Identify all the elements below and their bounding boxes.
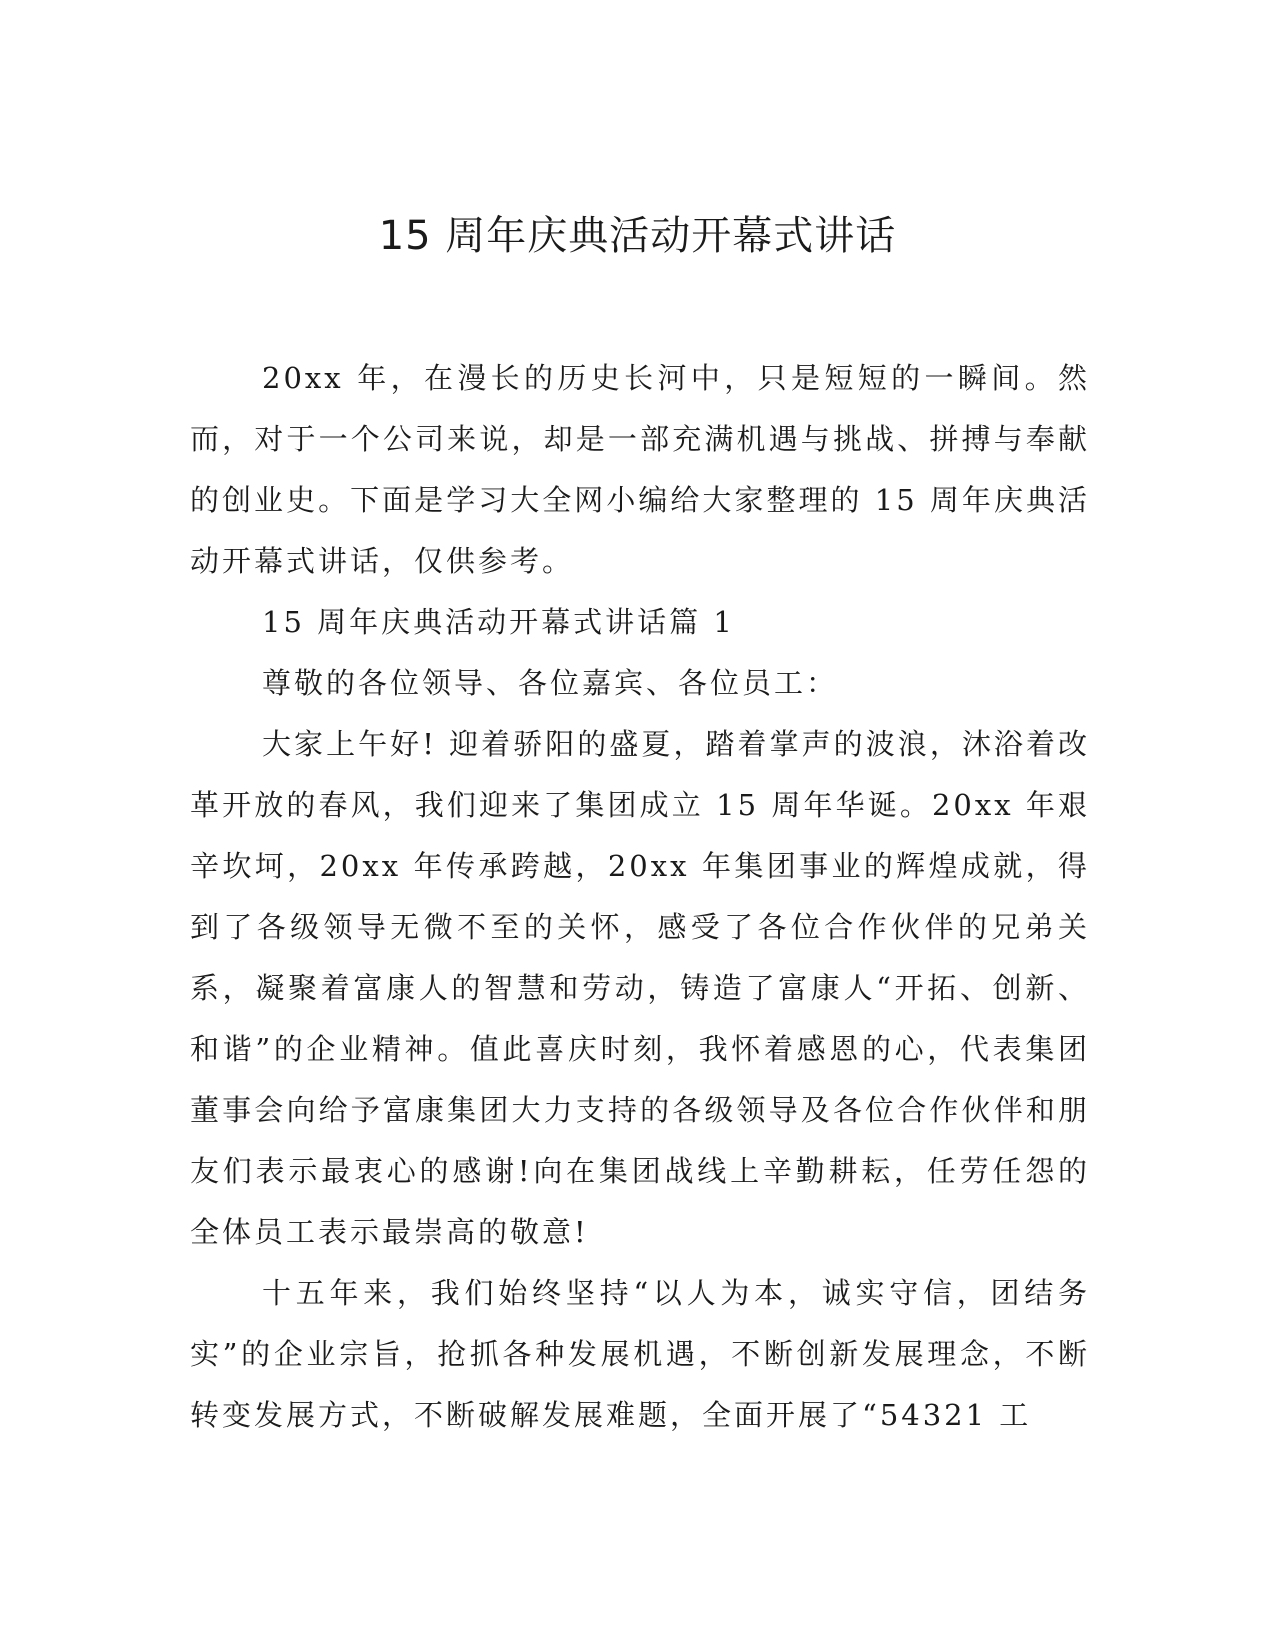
document-title: 15 周年庆典活动开幕式讲话 xyxy=(378,213,897,259)
paragraph-salutation: 尊敬的各位领导、各位嘉宾、各位员工： xyxy=(262,666,839,700)
paragraph-fifteen-years: 十五年来，我们始终坚持“以人为本，诚实守信，团结务实”的企业宗旨，抢抓各种发展机遇，不断创新发展理念，不断转变发展方式，不断破解发展难题，全面开展了“54321 工 xyxy=(190,1276,1090,1432)
section-heading: 15 周年庆典活动开幕式讲话篇 1 xyxy=(262,605,735,639)
paragraph-greeting: 大家上午好! 迎着骄阳的盛夏，踏着掌声的波浪，沐浴着改革开放的春风，我们迎来了集团成立 15 周年华诞。20xx 年艰辛坎坷，20xx 年传承跨越，20xx 年集团事业的辉煌成就，得到了各级领导无微不至的关怀，感受了各位合作伙伴的兄弟关系，凝聚着富康人的智慧和劳动，铸造了富康人“开拓、创新、和谐”的企业精神。值此喜庆时刻，我怀着感恩的心，代表集团董事会向给予富康集团大力支持的各级领导及各位合作伙伴和朋友们表示最衷心的感谢!向在集团战线上辛勤耕耘，任劳任怨的全体员工表示最崇高的敬意! xyxy=(190,727,1090,1249)
document-body xyxy=(190,348,1090,1446)
paragraph-intro: 20xx 年，在漫长的历史长河中，只是短短的一瞬间。然而，对于一个公司来说，却是一部充满机遇与挑战、拼搏与奉献的创业史。下面是学习大全网小编给大家整理的 15 周年庆典活动开幕式讲话，仅供参考。 xyxy=(190,361,1090,578)
